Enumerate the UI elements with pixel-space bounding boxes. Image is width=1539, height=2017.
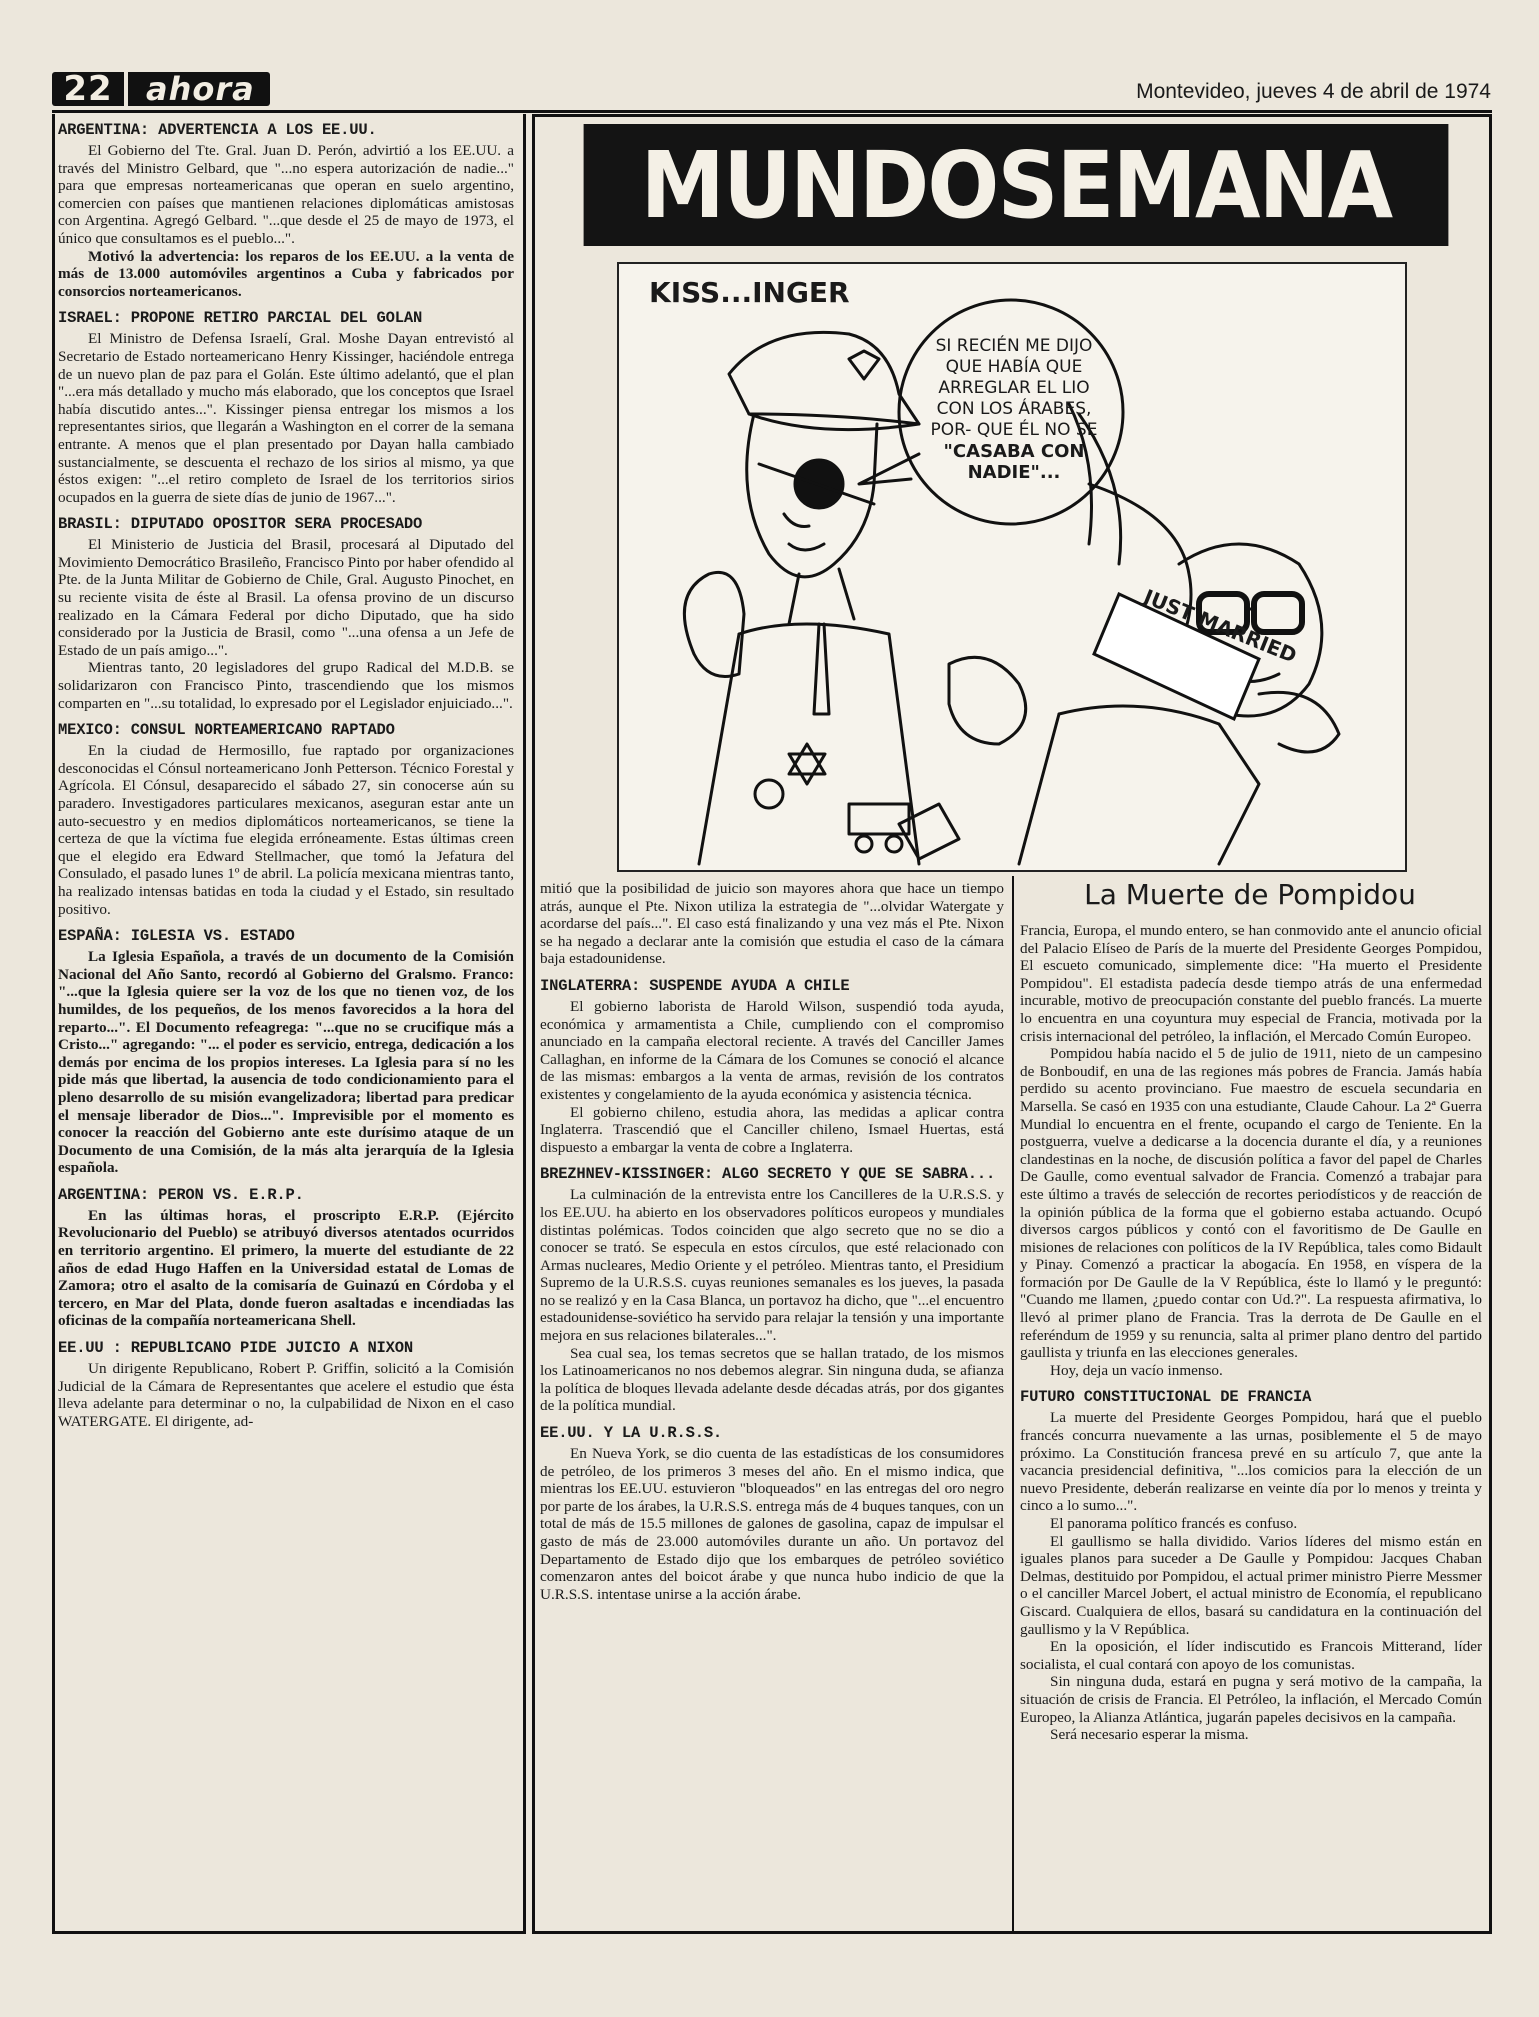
article-paragraph: El gobierno laborista de Harold Wilson, suspendió toda ayuda, económica y armamentista a Chile, cumpliendo con el compromiso anunciado en la campaña electoral reciente. A través del Canciller James Callaghan, en informe de la Cámara de los Comunes se conoció el alcance de las mismas: embargos a la venta de armas, revisión de los contratos existentes y congelamiento de la ayuda económica y asistencia técnica.	[540, 997, 1004, 1103]
article-paragraph: El Ministerio de Justicia del Brasil, procesará al Diputado del Movimiento Democrático Brasileño, Francisco Pinto por haber ofendido al Pte. de la Junta Militar de Gobierno de Chile, Gral. Augusto Pinochet, en su reciente visita de éste al Brasil. La ofensa provino de un discurso realizado en la Cámara Federal por dicho Diputado, que ha sido considerado por la Justicia de Brasil, como "...una ofensa a un Jefe de Estado de un país amigo...".	[58, 536, 514, 659]
article-paragraph: mitió que la posibilidad de juicio son mayores ahora que hace un tiempo atrás, aunque el Pte. Nixon utiliza la estrategia de "...olvidar Watergate y acordarse del país...". El caso está finalizando y una vez más el Pte. Nixon se ha negado a declarar ante la comisión que estudia el caso de la cámara baja estadounidense.	[540, 880, 1004, 968]
article-paragraph: La culminación de la entrevista entre los Cancilleres de la U.R.S.S. y los EE.UU. ha abierto en los observadores políticos europeos y mundiales distintas polémicas. Todos coinciden que algo secreto que no se dio a conocer se trató. Se especula en estos círculos, que esté relacionado con Armas nucleares, Medio Oriente y el petróleo. Mientras tanto, el Presidium Supremo de la U.R.S.S. cuyas reuniones semanales es los jueves, la pasada no se realizó y en la Casa Blanca, un portavoz ha dicho, que "...el encuentro estadounidense-soviético ha servido para relajar la tensión y una importante mejora en sus relaciones bilaterales...".	[540, 1186, 1004, 1345]
publication-logo: ahora	[146, 70, 255, 108]
article-heading: ARGENTINA: PERON VS. E.R.P.	[58, 1185, 304, 1204]
article-paragraph: Francia, Europa, el mundo entero, se han conmovido ante el anuncio oficial del Palacio Elíseo de París de la muerte del Presidente Georges Pompidou, El escueto comunicado, simplemente dice: "Ha muerto el Presidente Pompidou". El estadista padecía desde tiempo atrás de una enfermedad incurable, motivo de preocupación constante del pueblo francés. La muerte lo encuentra en una coyuntura muy especial de Francia, motivada por la crisis internacional del petróleo, la inflación, el Mercado Común Europeo.	[1020, 922, 1482, 1045]
article-paragraph: Un dirigente Republicano, Robert P. Griffin, solicitó a la Comisión Judicial de la Cámara de Representantes que acelere el estudio que ésta lleva adelante para determinar o no, la culpabilidad de Nixon en el caso WATERGATE. El dirigente, ad-	[58, 1360, 514, 1430]
article-heading: BRASIL: DIPUTADO OPOSITOR SERA PROCESADO	[58, 515, 423, 534]
article-paragraph: El gobierno chileno, estudia ahora, las medidas a aplicar contra Inglaterra. Trascendió que el Canciller chileno, Ismael Huertas, está dispuesto a embargar la venta de cobre a Inglaterra.	[540, 1103, 1004, 1156]
speech-bubble	[919, 314, 1109, 504]
article-paragraph: La Iglesia Española, a través de un documento de la Comisión Nacional del Año Santo, recordó al Gobierno del Gralsmo. Franco: "...que la Iglesia quiere ser la voz de los que no tienen voz, de los humildes, de los pequeños, de los menos favorecidos a la hora del reparto...". El Documento refeagrega: "...que no se crucifique más a Cristo..." agregando: "... el poder es servicio, entrega, dedicación a los demás por encima de los propios intereses. La Iglesia para sí no les pide más que libertad, la ausencia de todo condicionamiento para el pleno desarrollo de su misión evangelizadora; libertad para predicar el mensaje liberador de Dios...". Imprevisible por el momento es conocer la reacción del Gobierno ante este durísimo ataque de un Documento de una Comisión, de la más alta jerarquía de la Iglesia española.	[58, 948, 514, 1177]
cartoon-panel	[617, 262, 1407, 872]
cartoon-title: KISS...INGER	[649, 276, 850, 309]
left-column	[58, 122, 514, 1930]
article-heading: EE.UU : REPUBLICANO PIDE JUICIO A NIXON	[58, 1339, 413, 1358]
article-heading: ESPAÑA: IGLESIA VS. ESTADO	[58, 927, 295, 946]
bubble-emphasis: "CASABA CON NADIE"...	[943, 440, 1085, 483]
column-rule-middle	[1012, 876, 1014, 1934]
article-paragraph: En Nueva York, se dio cuenta de las estadísticas de los consumidores de petróleo, de los primeros 3 meses del año. En el mismo indica, que mientras los EE.UU. estuvieron "bloqueados" en las entregas del oro negro por parte de los árabes, la U.R.S.S. entrega más de 4 buques tanques, con un total de más de 15.5 millones de galones de gasolina, capaz de impulsar el gasto de más de 23.000 automóviles durante un año. Un portavoz del Departamento de Estado dijo que los embarques de petróleo soviético comenzaron antes del boicot árabe y que nunca hubo indicio de que la U.R.S.S. intentase unirse a la acción árabe.	[540, 1445, 1004, 1603]
article-paragraph: El gaullismo se halla dividido. Varios líderes del mismo están en iguales planos para suceder a De Gaulle y Pompidou: Jacques Chaban Delmas, destituido por Pompidou, el actual primer ministro Pierre Messmer o el canciller Marcel Jobert, el actual ministro de Economía, el republicano Giscard. Cualquiera de ellos, basará su candidatura en la continuación del gaullismo y la V República.	[1020, 1532, 1482, 1638]
article-heading: ISRAEL: PROPONE RETIRO PARCIAL DEL GOLAN	[58, 309, 423, 328]
article-paragraph: El panorama político francés es confuso.	[1050, 1515, 1298, 1532]
column-rule-left	[532, 876, 534, 1934]
article-heading: MEXICO: CONSUL NORTEAMERICANO RAPTADO	[58, 721, 395, 740]
just-married-sign: JUST MARRIED	[1140, 584, 1301, 668]
article-heading: BREZHNEV-KISSINGER: ALGO SECRETO Y QUE SE SABRA...	[540, 1165, 996, 1184]
article-paragraph: Motivó la advertencia: los reparos de los EE.UU. a la venta de más de 13.000 automóviles argentinos a Cuba y fabricados por consorcios norteamericanos.	[58, 247, 514, 300]
article-heading: INGLATERRA: SUSPENDE AYUDA A CHILE	[540, 976, 850, 995]
middle-column	[540, 880, 1004, 1930]
article-paragraph: En las últimas horas, el proscripto E.R.P. (Ejército Revolucionario del Pueblo) se atribuyó diversos atentados ocurridos en territorio argentino. El primero, la muerte del estudiante de 22 años de edad Hugo Haffen en la Universidad estatal de Lomas de Zamora; otro el asalto de la comisaría de Guinazú en Córdoba y el tercero, en Mar del Plata, donde fueron asaltadas e incendiadas las oficinas de la compañía norteamericana Shell.	[58, 1206, 514, 1330]
header-rule	[52, 110, 1492, 113]
article-paragraph: Sea cual sea, los temas secretos que se hallan tratado, de los mismos los Latinoamericanos no nos debemos alegrar. Sin ninguna duda, se afianza la política de bloques llevada adelante desde décadas atrás, por dos gigantes de la política mundial.	[540, 1344, 1004, 1415]
dateline: Montevideo, jueves 4 de abril de 1974	[1136, 80, 1491, 103]
article-paragraph: La muerte del Presidente Georges Pompidou, hará que el pueblo francés concurra nuevamente a las urnas, posiblemente el 5 de mayo próximo. La Constitución francesa prevé en su artículo 7, que ante la vacancia presidencial definitiva, "...los comicios para la elección de un nuevo Presidente, deberán realizarse en veinte día por lo menos y treinta y cinco a lo sumo...".	[1020, 1409, 1482, 1515]
pompidou-title: La Muerte de Pompidou	[1084, 878, 1416, 911]
page-header-box	[52, 69, 270, 109]
article-paragraph: El Ministro de Defensa Israelí, Gral. Moshe Dayan entrevistó al Secretario de Estado norteamericano Henry Kissinger, haciéndole entrega de un nuevo plan de paz para el Golán. Este último adelantó, que el plan "...era más detallado y mucho más elaborado, que los conceptos que Israel había discutido antes...". Kissinger piensa entregar los mismos a los representantes sirios, que llegarán a Washington en el correr de la semana entrante. A menos que el plan presentado por Dayan halla cambiado sustancialmente, se descuenta el rechazo de los sirios al mismo, ya que éstos exigen: "...el retiro completo de Israel de los territorios sirios ocupados en la guerra de siete días de junio de 1967...".	[58, 330, 514, 506]
right-column	[1020, 922, 1482, 1930]
article-paragraph: El Gobierno del Tte. Gral. Juan D. Perón, advirtió a los EE.UU. a través del Ministro Gelbard, que "...no espera autorización de nadie..." para que empresas norteamericanas que operan en suelo argentino, comercien con países que mantienen relaciones diplomáticas amistosas con Argentina. Agregó Gelbard. "...que desde el 25 de mayo de 1973, el único que consultamos es el pueblo...".	[58, 142, 514, 247]
bubble-text: SI RECIÉN ME DIJO QUE HABÍA QUE ARREGLAR EL LIO CON LOS ÁRABES, POR- QUE ÉL NO SE	[930, 335, 1098, 440]
article-paragraph: Será necesario esperar la misma.	[1050, 1726, 1249, 1744]
article-paragraph: Hoy, deja un vacío inmenso.	[1050, 1361, 1223, 1379]
article-heading: ARGENTINA: ADVERTENCIA A LOS EE.UU.	[58, 122, 377, 139]
article-paragraph: Pompidou había nacido el 5 de julio de 1911, nieto de un campesino de Bonboudif, en una de las regiones más pobres de Francia. Jamás había perdido su acento provinciano. Fue maestro de escuela secundaria en Marsella. Se casó en 1935 con una estudiante, Claude Cahour. La 2ª Guerra Mundial lo encuentra en el frente, ocupando el cargo de Teniente. En la postguerra, vuelve a dedicarse a la docencia durante el día, y a reuniones clandestinas en la noche, de discusión política a favor del papel de Charles De Gaulle, como eventual salvador de Francia. Comenzó a trabajar para este último a través de selección de recortes periodísticos y de reacción de la opinión pública de la forma que el gobierno estaba actuando. Ocupó diversos cargos públicos y contó con el favoritismo de De Gaulle en misiones de relaciones con políticos de la IV República, tales como Bidault y Pinay. Comenzó a practicar la abogacía. En 1958, en víspera de la formación por De Gaulle de la V República, éste lo llamó y le preguntó: "Cuando me llamen, ¿puedo contar con Ud.?". La respuesta afirmativa, lo llevó al primer plano de Francia. Tras la derrota de De Gaulle en el referéndum de 1959 y su renuncia, salta al primer plano dentro del partido gaullista y triunfa en las elecciones generales.	[1020, 1045, 1482, 1362]
article-heading: EE.UU. Y LA U.R.S.S.	[540, 1424, 723, 1443]
section-banner: MUNDOSEMANA	[584, 124, 1449, 246]
article-paragraph: Mientras tanto, 20 legisladores del grupo Radical del M.D.B. se solidarizaron con Francisco Pinto, trascendiendo que los mismos comparten en "...su totalidad, lo expresado por el Legislador enjuiciado...".	[58, 659, 514, 712]
article-paragraph: En la ciudad de Hermosillo, fue raptado por organizaciones desconocidas el Cónsul norteamericano Jonh Petterson. Técnico Forestal y Agrícola. El Cónsul, desaparecido el sábado 27, sin conocerse aún su paradero. Investigadores particulares mexicanos, aseguran estar ante un auto-secuestro y en medios diplomáticos norteamericanos, se tiene la certeza de que la víctima fue elegida erróneamente. Estas últimas creen que el elegido era Edward Stellmacher, que tomó la Jefatura del Consulado, el pasado lunes 1º de abril. La policía mexicana mientras tanto, ha realizado intensas batidas en toda la ciudad y el Estado, sin resultado positivo.	[58, 742, 514, 918]
article-paragraph: Sin ninguna duda, estará en pugna y será motivo de la campaña, la situación de crisis de Francia. El Petróleo, la inflación, el Mercado Común Europeo, la Alianza Atlántica, jugarán papeles decisivos en la campaña.	[1020, 1673, 1482, 1726]
article-paragraph: En la oposición, el líder indiscutido es Francois Mitterand, líder socialista, el cual contará con apoyo de los comunistas.	[1020, 1638, 1482, 1673]
page-number: 22	[63, 69, 113, 109]
article-heading: FUTURO CONSTITUCIONAL DE FRANCIA	[1020, 1388, 1312, 1407]
